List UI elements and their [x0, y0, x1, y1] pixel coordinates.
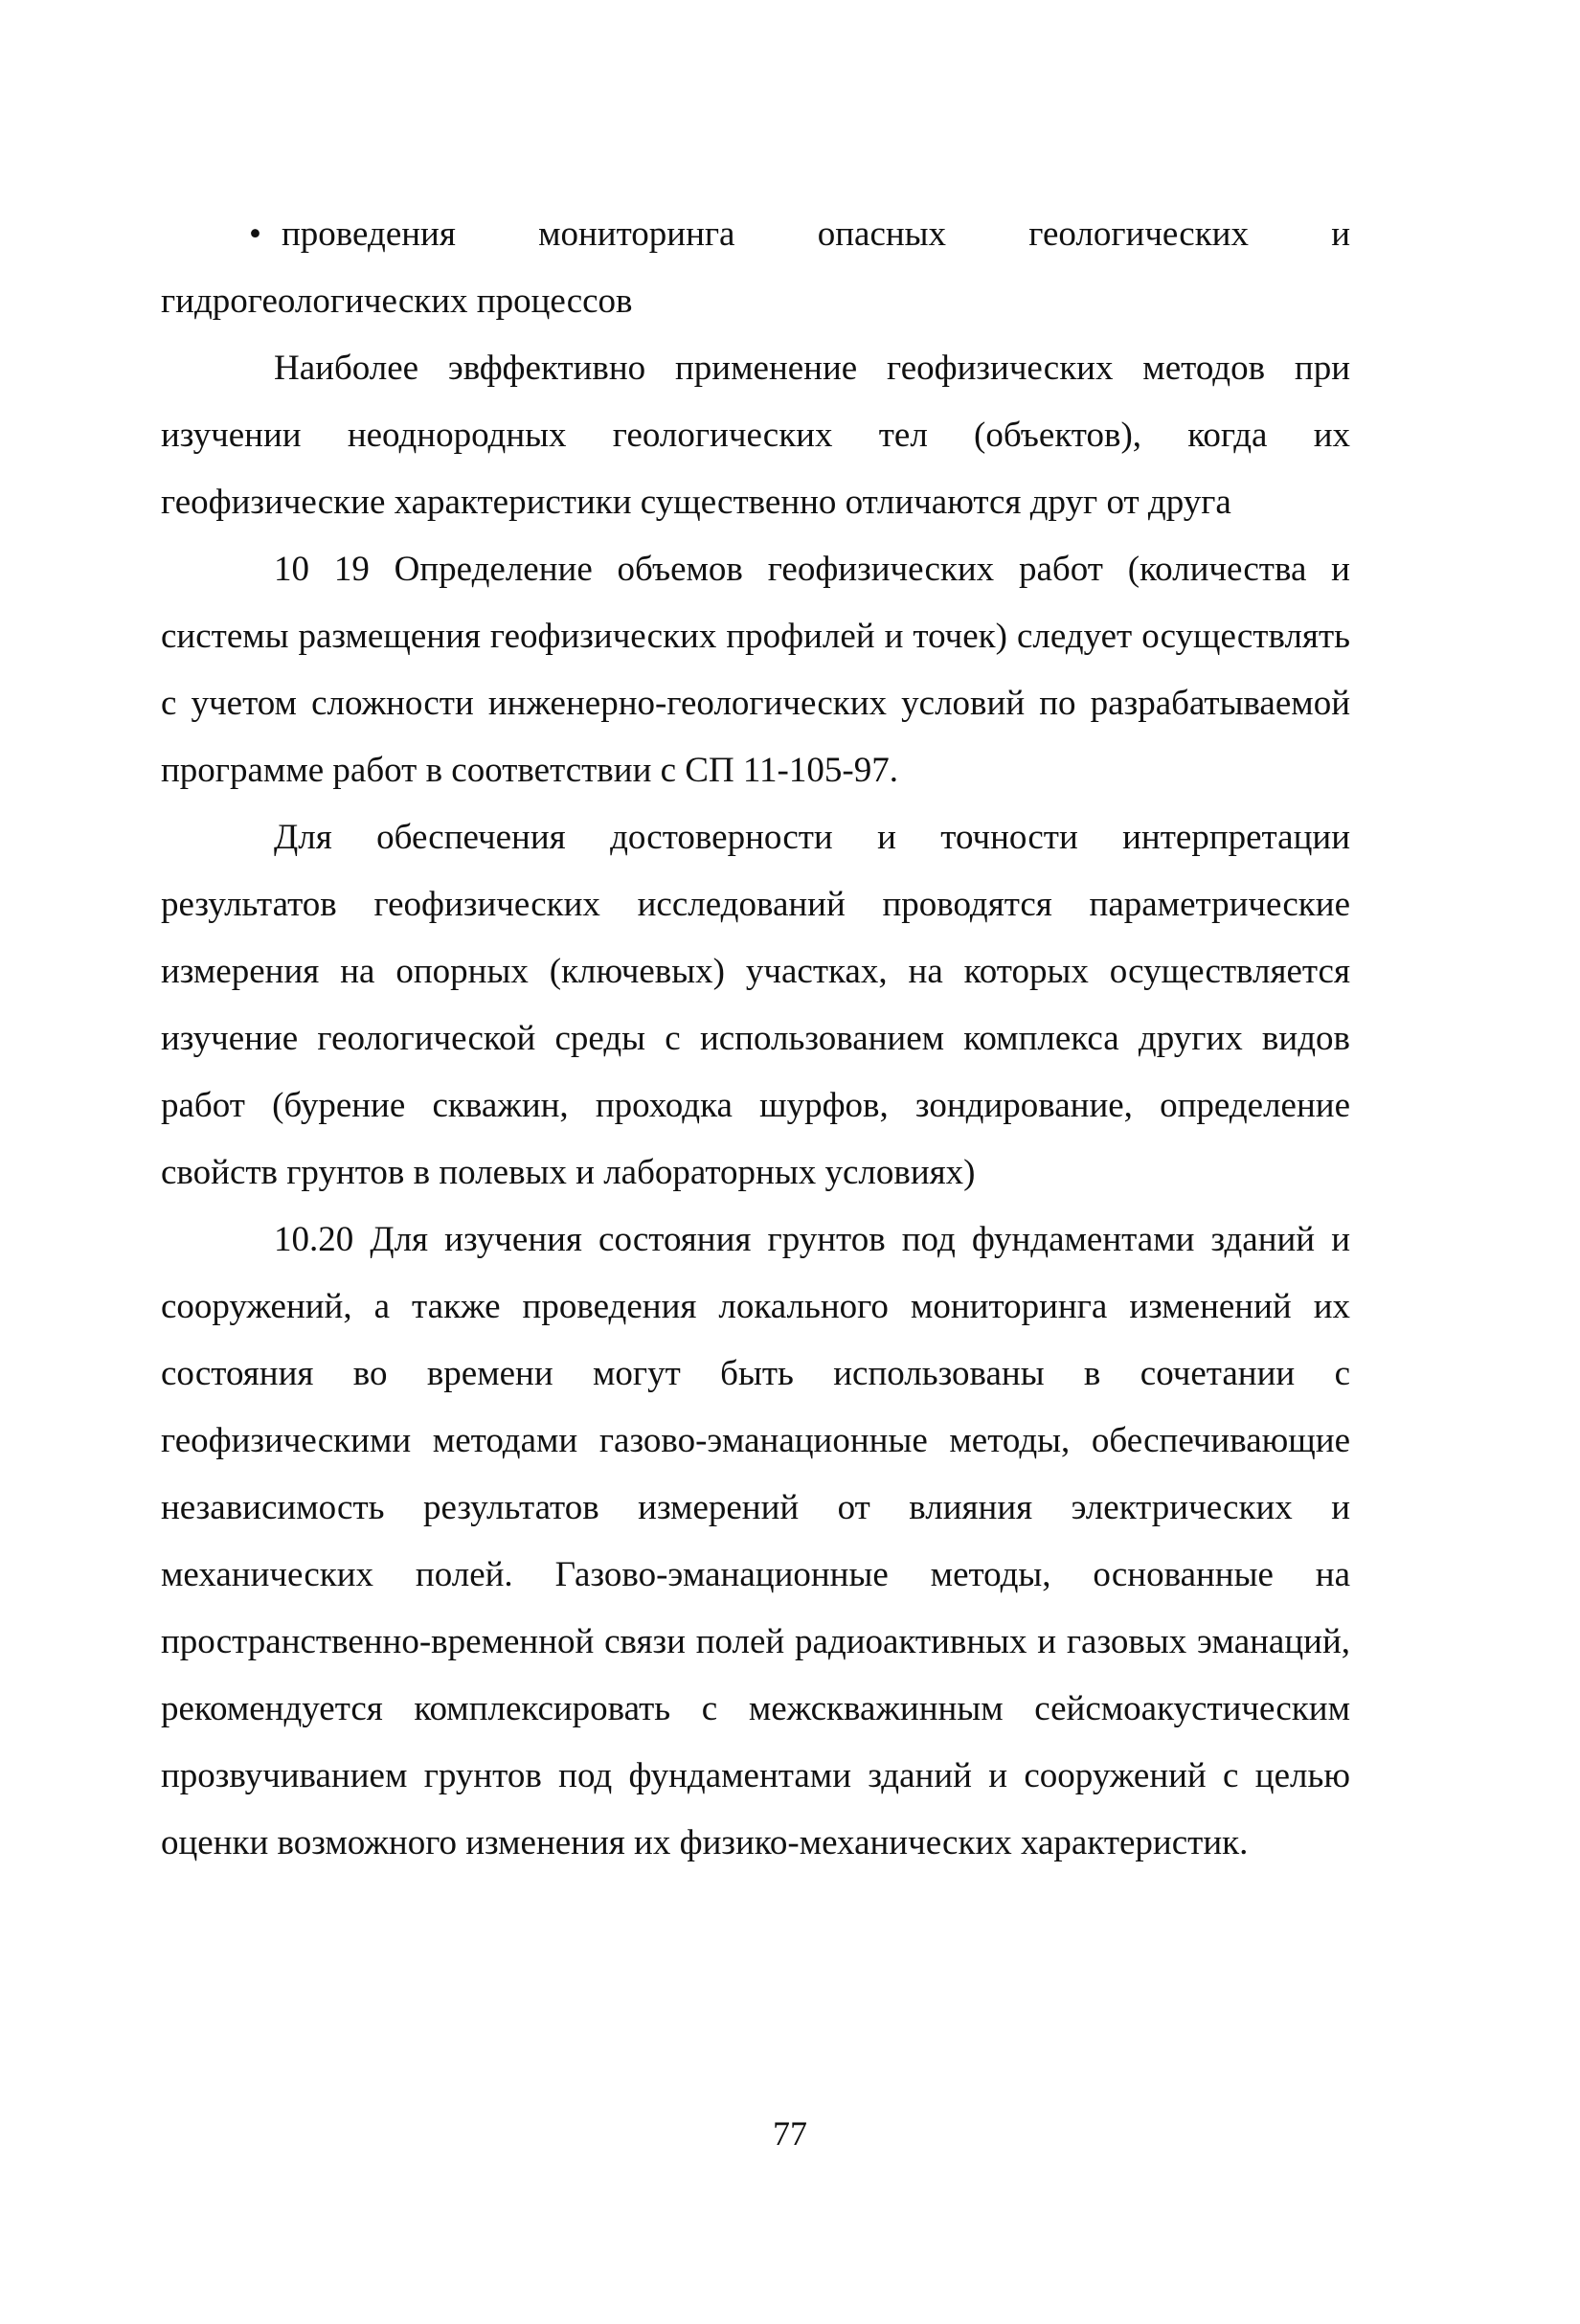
paragraph-interpretation-reliability: Для обеспечения достоверности и точности интерпретации результатов геофизических исследований проводятся параметрические измерения на опорных (ключевых) участках, на которых осуществляется изучение геологической среды с использованием комплекса других видов работ (бурение скважин, проходка шурфов, зондирование, определение свойств грунтов в полевых и лабораторных условиях) [161, 818, 1350, 1192]
paragraph-10-19: 10 19 Определение объемов геофизических работ (количества и системы размещения геофизических профилей и точек) следует осуществлять с учетом сложности инженерно-геологических условий по разрабатываемой программе работ в соответствии с СП 11-105-97. [161, 550, 1350, 790]
body-text [161, 201, 1350, 1877]
bullet-item-text: проведения мониторинга опасных геологических и гидрогеологических процессов [161, 214, 1350, 321]
paragraph-geophysics-efficiency: Наиболее эвффективно применение геофизических методов при изучении неоднородных геологических тел (объектов), когда их геофизические характеристики существенно отличаются друг от друга [161, 349, 1350, 522]
page-number: 77 [773, 2114, 807, 2153]
bullet-icon: • [249, 214, 261, 254]
paragraph-10-20: 10.20 Для изучения состояния грунтов под фундаментами зданий и сооружений, а также проведения локального мониторинга изменений их состояния во времени могут быть использованы в сочетании с геофизическими методами газово-эманационные методы, обеспечивающие независимость результатов измерений от влияния электрических и механических полей. Газово-эманационные методы, основанные на пространственно-временной связи полей радиоактивных и газовых эманаций, рекомендуется комплексировать с межскважинным сейсмоакустическим прозвучиванием грунтов под фундаментами зданий и сооружений с целью оценки возможного изменения их физико-механических характеристик. [161, 1220, 1350, 1862]
bullet-item [161, 201, 1350, 335]
